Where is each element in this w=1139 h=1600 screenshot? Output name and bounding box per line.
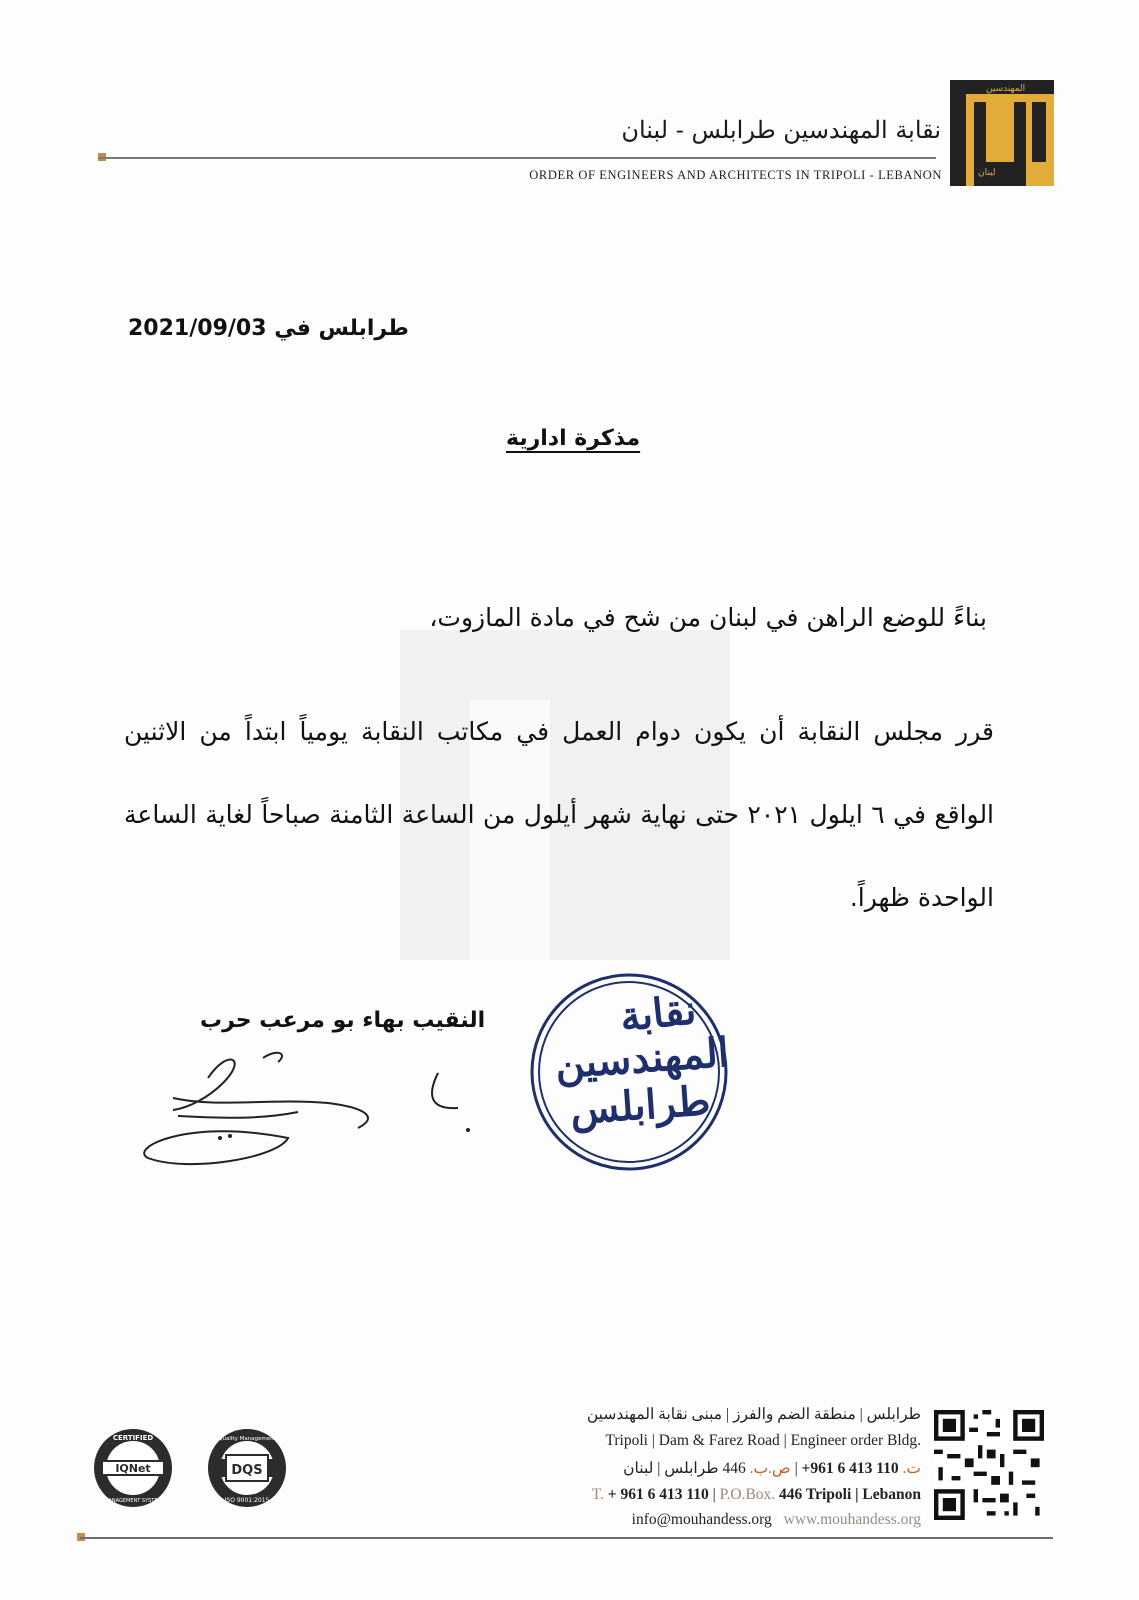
logo-bottom-label: لبنان (978, 168, 996, 178)
iqnet-top-label: CERTIFIED (112, 1434, 154, 1442)
pobox-ar-prefix: ص.ب. (749, 1460, 791, 1477)
logo-top-label: المهندسين (986, 84, 1026, 94)
footer-address-arabic: طرابلس | منطقة الضم والفرز | مبنى نقابة المهندسين (586, 1406, 921, 1423)
footer-phone-arabic: ت. +961 6 413 110 | ص.ب. 446 طرابلس | لبنان (623, 1460, 921, 1477)
signer-name: النقيب بهاء بو مرعب حرب (200, 1008, 486, 1033)
document-subject: مذكرة ادارية (506, 426, 641, 451)
phone-en-prefix: T. (591, 1486, 604, 1503)
header-divider (98, 157, 936, 159)
org-name-english: ORDER OF ENGINEERS AND ARCHITECTS IN TRIPOLI - LEBANON (529, 168, 942, 182)
qr-code (934, 1410, 1044, 1520)
phone-ar-prefix: ت. (902, 1460, 921, 1477)
stamp-text-line-3: طرابلس (568, 1077, 712, 1134)
phone-ar-number: +961 6 413 110 (801, 1460, 899, 1477)
pobox-ar-rest: 446 طرابلس | لبنان (623, 1460, 746, 1477)
pobox-en-rest: 446 Tripoli | Lebanon (779, 1486, 921, 1503)
phone-en-number: + 961 6 413 110 (607, 1486, 709, 1503)
dqs-top-label: Quality Management (218, 1436, 276, 1442)
stamp-text-line-2: المهندسين (553, 1028, 731, 1089)
footer-address-english: Tripoli | Dam & Farez Road | Engineer order Bldg. (605, 1432, 921, 1449)
iqnet-certification-badge (92, 1427, 174, 1509)
paragraph-decision: قرر مجلس النقابة أن يكون دوام العمل في مكاتب النقابة يومياً ابتداً من الاثنين الواقع في ٦ ايلول ٢٠٢١ حتى نهاية شهر أيلول من الساعة الثامنة صباحاً لغاية الساعة الواحدة ظهراً. (124, 717, 995, 912)
org-logo (950, 80, 1054, 186)
stamp-text-line-1: نقابة (617, 986, 699, 1041)
iqnet-bottom-label: MANAGEMENT SYSTEM (104, 1498, 162, 1504)
pobox-en-prefix: P.O.Box. (719, 1486, 776, 1503)
dqs-bottom-label: ISO 9001:2015 (224, 1497, 270, 1504)
footer-web-contacts (632, 1511, 921, 1529)
footer-website[interactable]: www.mouhandess.org (783, 1511, 921, 1528)
dqs-label: DQS (231, 1463, 263, 1478)
footer-email[interactable]: info@mouhandess.org (631, 1511, 772, 1528)
footer-phone-english: T. + 961 6 413 110 | P.O.Box. 446 Tripoli | Lebanon (591, 1486, 921, 1503)
handwritten-signature (128, 1038, 488, 1168)
footer-divider (80, 1537, 1053, 1539)
org-name-arabic: نقابة المهندسين طرابلس - لبنان (621, 116, 941, 144)
dqs-iso-badge (206, 1427, 288, 1509)
iqnet-label: IQNet (115, 1462, 151, 1475)
paragraph-intro: بناءً للوضع الراهن في لبنان من شح في مادة المازوت، (429, 603, 987, 632)
document-date: طرابلس في 2021/09/03 (128, 316, 409, 341)
